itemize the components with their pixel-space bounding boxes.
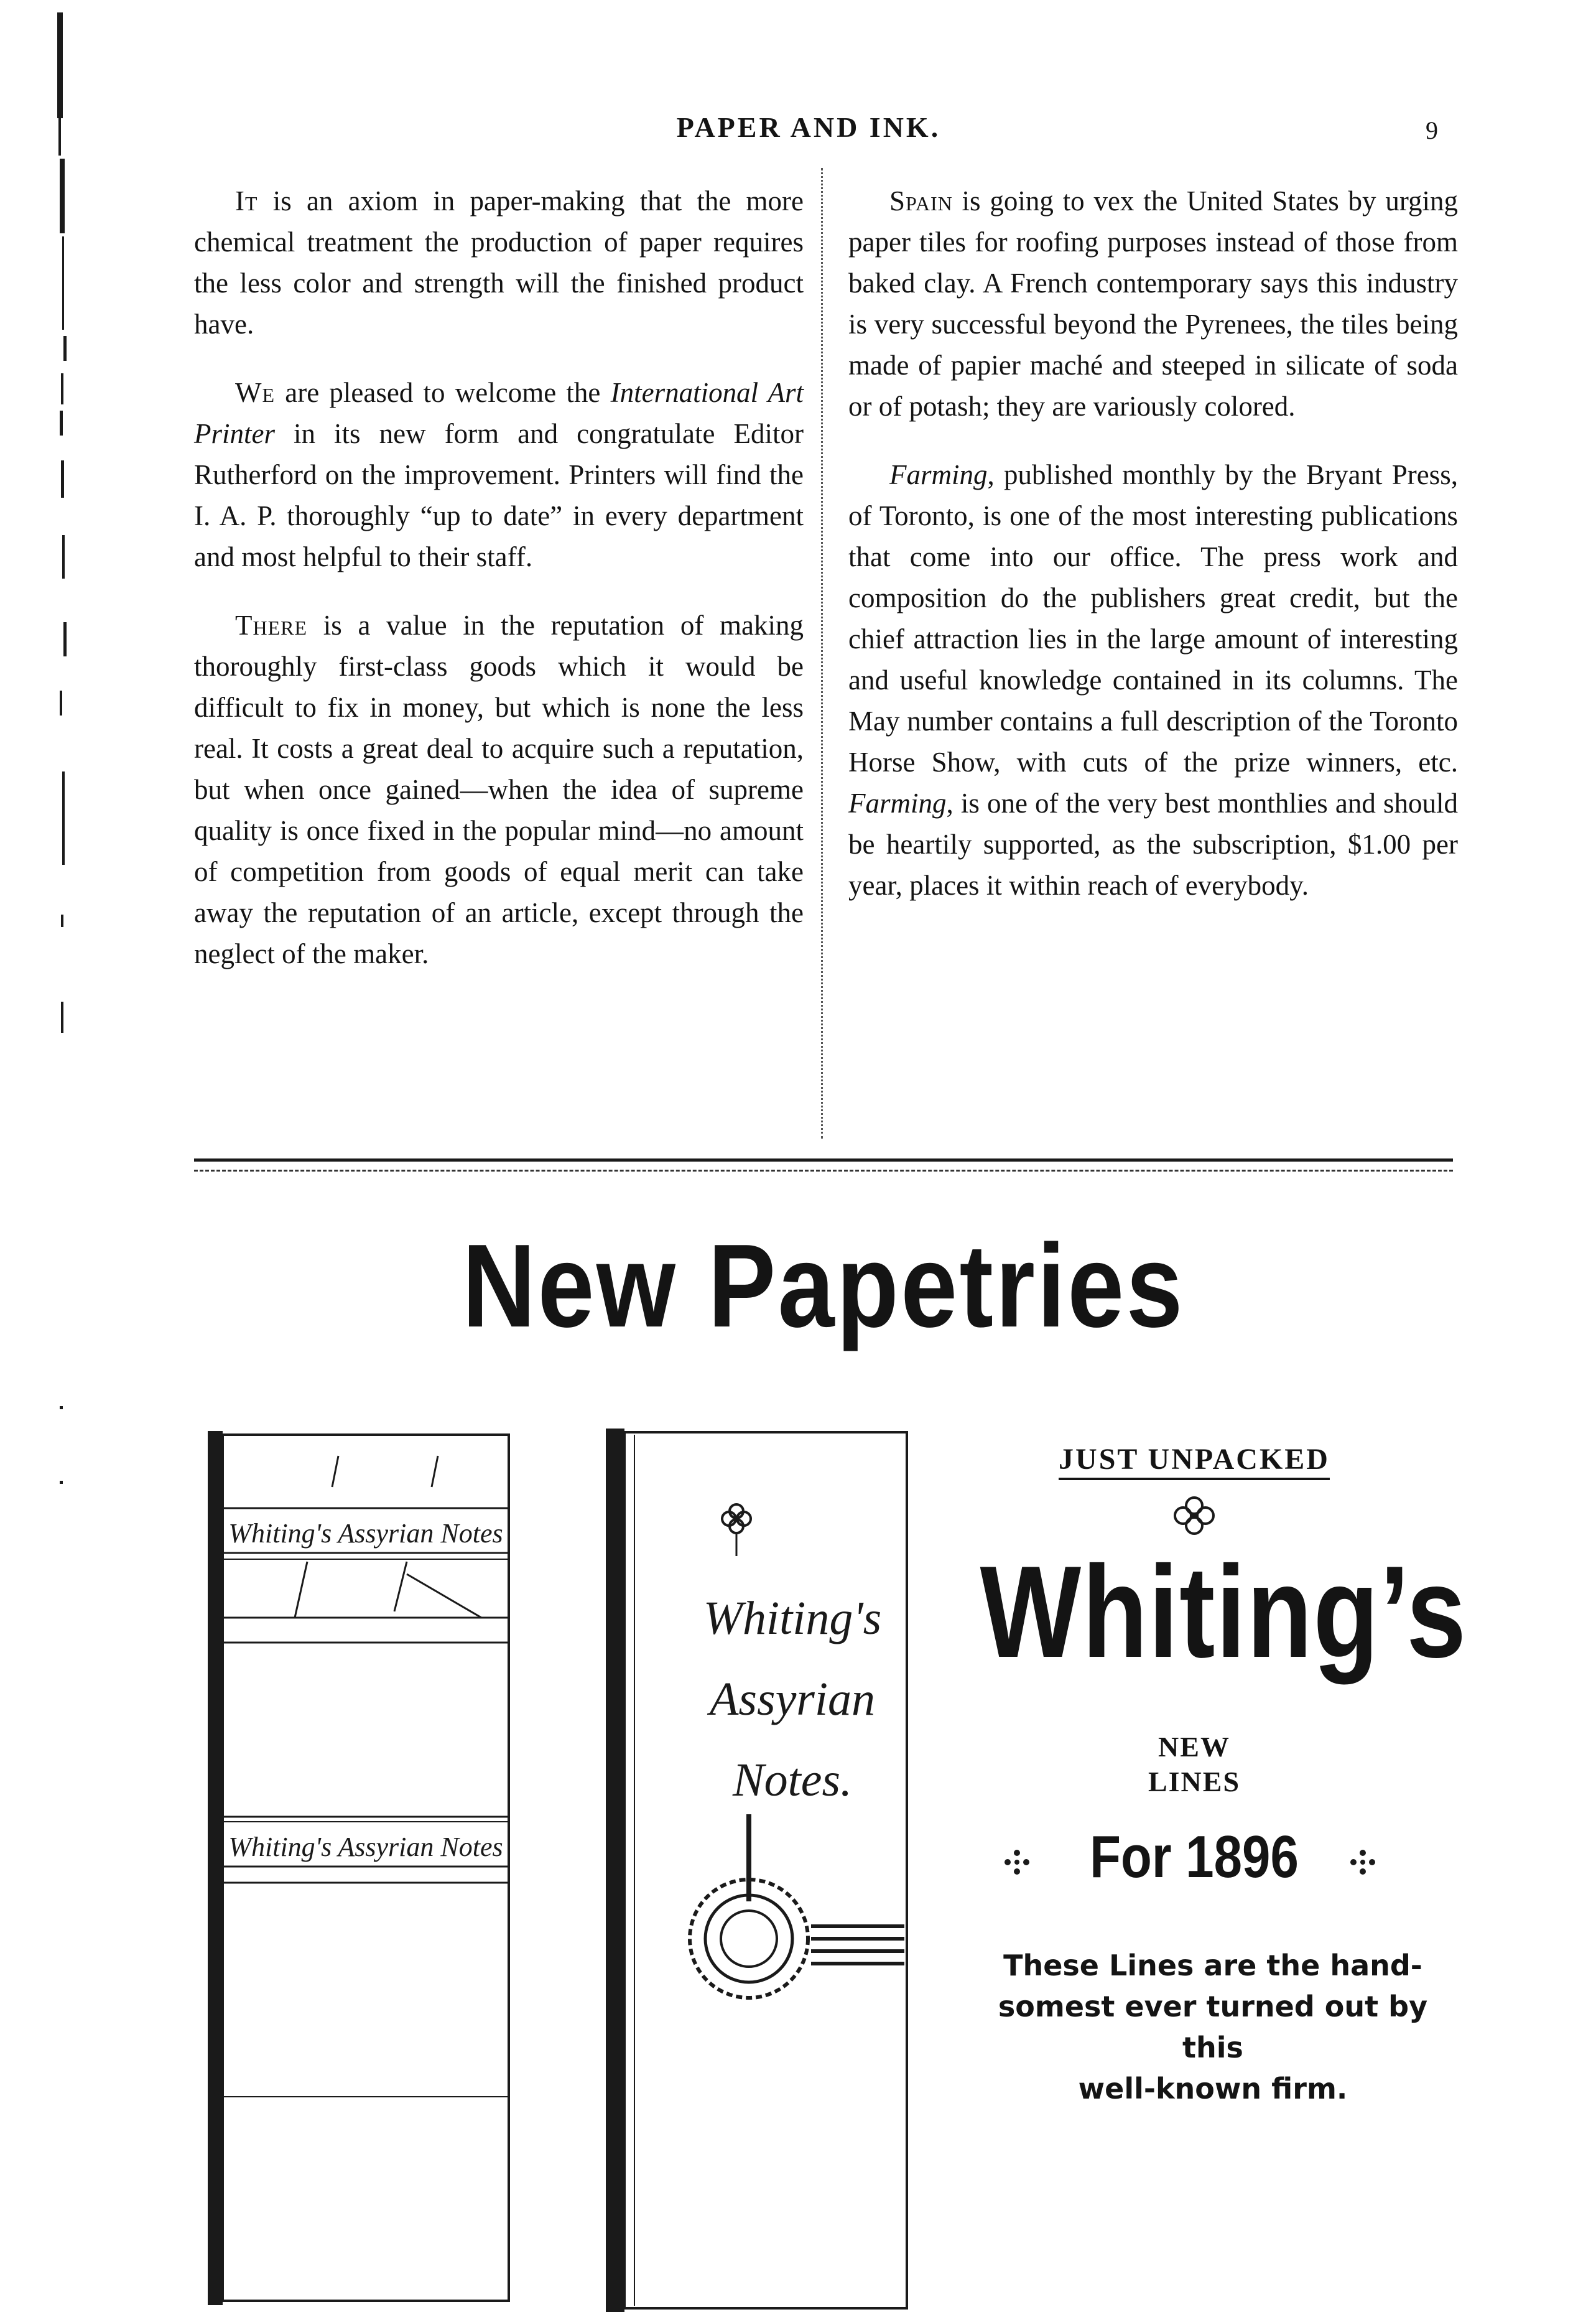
ad-tagline	[970, 1945, 1455, 2109]
box-title-line2: Assyrian	[710, 1673, 875, 1725]
new-lines-line1: NEW	[1158, 1731, 1230, 1763]
box-outline	[223, 1435, 509, 2301]
paragraph-reputation	[194, 605, 804, 974]
lead-word: There	[235, 610, 308, 641]
lead-word: It	[235, 185, 258, 217]
paragraph-farming	[848, 454, 1458, 906]
star-ornament-icon	[1348, 1848, 1377, 1876]
publication-title: International Art Printer	[194, 377, 804, 449]
publication-title: Farming	[848, 788, 947, 819]
publication-title: Farming	[889, 459, 988, 490]
paragraph-paper-tiles	[848, 180, 1458, 427]
section-rule	[194, 1158, 1453, 1162]
paragraph-text: is an axiom in paper-making that the more chemical treatment the production of paper requires the less color and strength will the finished product have.	[194, 185, 804, 340]
left-column	[194, 180, 804, 974]
stationery-box-front-illustration	[606, 1429, 911, 2312]
page-number: 9	[1426, 116, 1438, 144]
just-unpacked-heading: JUST UNPACKED	[1059, 1443, 1330, 1476]
rosette-seal-icon	[690, 1814, 904, 1998]
brand-name: Whiting’s	[980, 1539, 1467, 1685]
box-label-top: Whiting's Assyrian Notes	[228, 1518, 503, 1549]
flower-ornament-icon	[1169, 1493, 1219, 1537]
paragraph-text: are pleased to welcome the	[275, 377, 611, 408]
ad-title: New Papetries	[462, 1220, 1185, 1352]
flower-ornament-icon	[722, 1504, 751, 1556]
for-year-heading: For 1896	[1090, 1824, 1299, 1890]
running-head: PAPER AND INK.	[676, 111, 941, 143]
paragraph-text: , is one of the very best monthlies and should be heartily supported, as the subscription, $1.00 per year, places it within reach of everybody.	[848, 788, 1458, 901]
paragraph-text: is a value in the reputation of making thoroughly first-class goods which it would be difficult to fix in money, but which is none the less real. It costs a great deal to acquire such a reputation, but when once gained—when the idea of supreme quality is once fixed in the popular mind—no amount of competition from goods of equal merit can take away the reputation of an article, except through the neglect of the maker.	[194, 610, 804, 969]
ad-tagline-line1: These Lines are the hand-	[1003, 1949, 1422, 1982]
new-lines-line2: LINES	[1148, 1766, 1241, 1797]
paragraph-paper-making	[194, 180, 804, 345]
paragraph-text: in its new form and congratulate Editor Rutherford on the improvement. Printers will find the I. A. P. thoroughly “up to date” in every department and most helpful to their staff.	[194, 418, 804, 572]
box-spine	[606, 1429, 624, 2312]
paragraph-text: , published monthly by the Bryant Press, of Toronto, is one of the most interesting publications that come into our office. The press work and composition do the publishers great credit, but the chief attraction lies in the large amount of interesting and useful knowledge contained in its columns. The May number contains a full description of the Toronto Horse Show, with cuts of the prize winners, etc.	[848, 459, 1458, 778]
ad-tagline-line3: well-known firm.	[1078, 2072, 1348, 2105]
paragraph-art-printer	[194, 372, 804, 577]
box-spine	[208, 1431, 223, 2305]
right-column	[848, 180, 1458, 906]
box-label-bottom: Whiting's Assyrian Notes	[228, 1832, 503, 1862]
lead-word: We	[235, 377, 276, 408]
box-title-line1: Whiting's	[703, 1592, 882, 1644]
column-divider	[821, 168, 823, 1139]
stationery-box-illustration	[208, 1431, 511, 2305]
lead-word: Spain	[889, 185, 953, 217]
ad-tagline-line2: somest ever turned out by this	[998, 1990, 1428, 2064]
new-lines-label	[1057, 1730, 1331, 1799]
section-rule-dashed	[194, 1170, 1453, 1172]
box-title-line3: Notes.	[732, 1754, 853, 1806]
paragraph-text: is going to vex the United States by urging paper tiles for roofing purposes instead of those from baked clay. A French contemporary says this industry is very successful beyond the Pyrenees, the tiles being made of papier maché and steeped in silicate of soda or of potash; they are variously colored.	[848, 185, 1458, 422]
box-outline	[624, 1432, 907, 2308]
